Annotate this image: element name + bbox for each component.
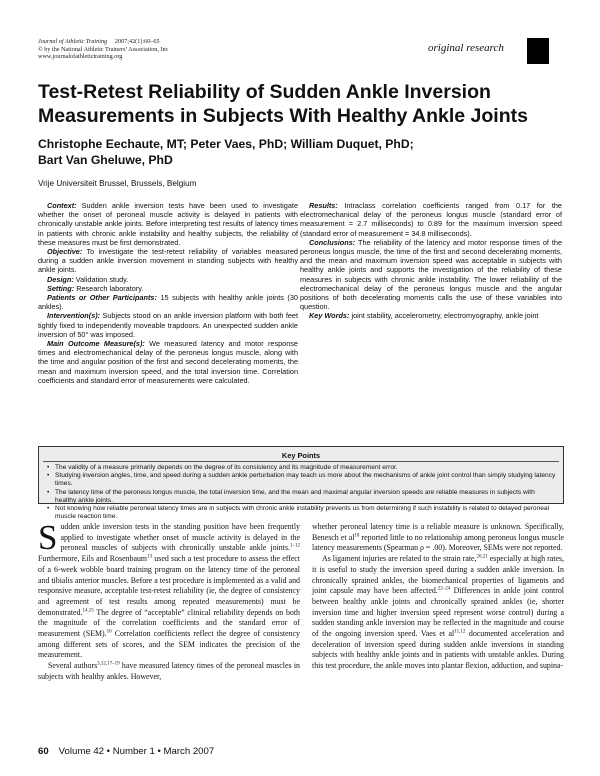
- section-label: original research: [428, 42, 504, 54]
- key-points-title: Key Points: [281, 451, 321, 460]
- page-number: 60: [38, 746, 49, 757]
- citation-ref: 1–12: [290, 543, 300, 549]
- citation-ref: 14,15: [82, 608, 94, 613]
- context-label: Context:: [47, 201, 77, 210]
- body-text: The degree of “acceptable” clinical reliability depends on both the magnitude of the correlation coefficients and the standard error of measurement (SEM).: [38, 607, 300, 639]
- keywords-label: Key Words:: [309, 311, 350, 321]
- body-text: Several authors: [48, 661, 98, 671]
- keywords-text: joint stability, accelerometry, electromyography, ankle joint: [351, 311, 539, 321]
- citation-ref: 22–24: [437, 586, 451, 592]
- citation-ref: 18: [354, 533, 360, 539]
- interventions-text: Subjects stood on an ankle inversion platform with both feet tightly fixed to independently moveable trapdoors. An unexpected sudden ankle inversion of 50° was imposed.: [38, 311, 299, 339]
- conclusions-label: Conclusions:: [309, 237, 356, 247]
- page-footer: [38, 746, 214, 757]
- key-point-item: • The latency time of the peroneus longus muscle, the total inversion time, and the mean and maximal angular inversion speeds are reliable measures in subjects with healthy ankle joints.: [47, 489, 557, 505]
- outcome-label: Main Outcome Measure(s):: [47, 339, 145, 349]
- body-text: Differences in ankle joint control between healthy ankle joints and chronically sprained ankles (ie, shorter inversion time and higher inversion speed represent worse control) during a sudden standing ankle inversion may be reflected in the magnitude and course of the ongoing inversion speed. Vaes et al: [312, 586, 564, 639]
- citation-ref: 3,12,17–19: [97, 661, 120, 667]
- journal-name: Journal of Athletic Training: [38, 38, 108, 45]
- body-text: Furthermore, Eils and Rosenbaum: [38, 554, 148, 564]
- drop-cap: S: [38, 518, 58, 557]
- journal-website[interactable]: www.journalofathletictraining.org: [38, 53, 123, 61]
- setting-label: Setting:: [47, 283, 75, 293]
- section-marker-bar: [527, 38, 549, 64]
- outcome-text: We measured latency and motor response times and electromechanical delay of the peroneus longus muscle, along with the time and angular position of the first and second decelerating moments, the mean and maximum inversion speed, and the total inversion time. Correlation coefficients and standard error of measurements were calculated.: [38, 339, 298, 385]
- key-point-item: • Not knowing how reliable peroneal latency times are in subjects with chronic ankle instability prevents us from determining if such instability is related to delayed peroneal muscle reaction time.: [47, 505, 557, 521]
- citation-ref: 13: [147, 554, 153, 560]
- affiliation: Vrije Universiteit Brussel, Brussels, Belgium: [38, 179, 197, 188]
- article-title: Test-Retest Reliability of Sudden Ankle Inversion Measurements in Subjects With Healthy Ankle Joints: [38, 81, 528, 127]
- article-authors: [38, 137, 568, 168]
- key-points-divider: [43, 461, 559, 462]
- body-text: reported little to no relationship among peroneus longus muscle latency measurements (Spearman ρ = .00). Moreover, SEMs were not reported.: [312, 532, 564, 553]
- objective-label: Objective:: [47, 247, 83, 257]
- body-text: used such a test procedure to assess the effect of a 6-week wobble board training program on the latency time of the peroneal and tibialis anterior muscles. Before a test procedure is implemented as a valid and responsive measure, acceptable test-retest reliability (ie, the degree of consistency and agreement of test results among repeated measurements) must be demonstrated.: [38, 554, 301, 617]
- participants-label: Patients or Other Participants:: [47, 293, 157, 303]
- key-points-list: [47, 464, 557, 521]
- body-text: Correlation coefficients reflect the degree of consistency among different sets of scores, and the SEM indicates the precision of the measurement.: [38, 629, 300, 660]
- results-label: Results:: [309, 201, 338, 210]
- body-text: especially at high rates, it is useful to study the inversion speed during a sudden ankle inversion. In chronically sprained ankles, the biomechanical properties of ligaments and joint capsule may have been affected.: [312, 554, 565, 596]
- issue-info: Volume 42 • Number 1 • March 2007: [58, 746, 215, 757]
- design-text: Validation study.: [75, 274, 129, 284]
- journal-header-meta: [38, 38, 168, 61]
- authors-line-1: Christophe Eechaute, MT; Peter Vaes, PhD; William Duquet, PhD;: [38, 137, 414, 151]
- body-text: udden ankle inversion tests in the standing position have been frequently applied to investigate whether onset of muscle activity is delayed in the peroneal muscles of subjects with chronically unstable ankle joints.: [60, 522, 300, 553]
- key-point-item: • The validity of a measure primarily depends on the degree of its consistency and its magnitude of measurement error.: [47, 464, 557, 472]
- setting-text: Research laboratory.: [76, 283, 144, 293]
- body-column-left: [38, 518, 301, 683]
- journal-copyright: © by the National Athletic Trainers’ Association, Inc: [38, 45, 169, 53]
- body-text: documented acceleration and deceleration of inversion speed during sudden ankle inversions in standing subjects with healthy ankle joints and in patients with unstable ankles. During this test procedure, the ankle moves into plantar flexion, adduction, and supina-: [312, 629, 565, 671]
- participants-text: 15 subjects with healthy ankle joints (30 ankles).: [38, 293, 298, 312]
- abstract-column-left: [38, 201, 298, 385]
- interventions-label: Intervention(s):: [47, 311, 101, 321]
- citation-ref: 11,12: [454, 629, 466, 635]
- journal-citation: 2007;42(1):60–65: [114, 38, 160, 45]
- key-point-item: • Studying inversion angles, time, and speed during a sudden ankle perturbation may teach us more about the mechanisms of ankle joint control than simply studying latency times.: [47, 472, 557, 488]
- body-text: As ligament injuries are related to the strain rate,: [322, 554, 477, 564]
- authors-line-2: Bart Van Gheluwe, PhD: [38, 152, 173, 167]
- body-text: have measured latency times of the peroneal muscles in subjects with healthy ankles. However,: [38, 661, 300, 681]
- objective-text: To investigate the test-retest reliability of variables measured during a sudden ankle inversion movement in standing subjects with healthy ankle joints.: [38, 247, 298, 275]
- body-text: whether peroneal latency time is a reliable measure is unknown. Specifically, Benesch et al: [312, 522, 564, 542]
- design-label: Design:: [47, 274, 74, 284]
- citation-ref: 20,21: [476, 554, 488, 560]
- body-column-right: [312, 522, 564, 672]
- results-text: Intraclass correlation coefficients ranged from 0.17 for the electromechanical delay of the peroneus longus muscle (standard error of measurement = 2.7 milliseconds) to 0.89 for the maximum inversion speed (standard error of measurement = 34.8 milliseconds).: [300, 201, 562, 238]
- key-points-box: [38, 446, 564, 521]
- abstract-column-right: [300, 201, 562, 321]
- conclusions-text: The reliability of the latency and motor response times of the peroneus longus muscle, the time of the first and second decelerating moments, and the mean and maximum inversion speed was acceptable in subjects with healthy ankle joints and supports the investigation of the reliability of these measures in subjects with chronic ankle instability. The lower reliability of the electromechanical delay of the peroneus longus muscle and the angular positions of both decelerating moments calls the use of these variables into question.: [300, 237, 562, 312]
- citation-ref: 16: [106, 629, 112, 635]
- context-text: Sudden ankle inversion tests have been used to investigate whether the onset of peroneal muscle activity is delayed in patients with chronically unstable ankle joints. Before interpreting test results of latency times in patients with chronic ankle instability and healthy subjects, the reliability of these measures must be first demonstrated.: [38, 201, 299, 247]
